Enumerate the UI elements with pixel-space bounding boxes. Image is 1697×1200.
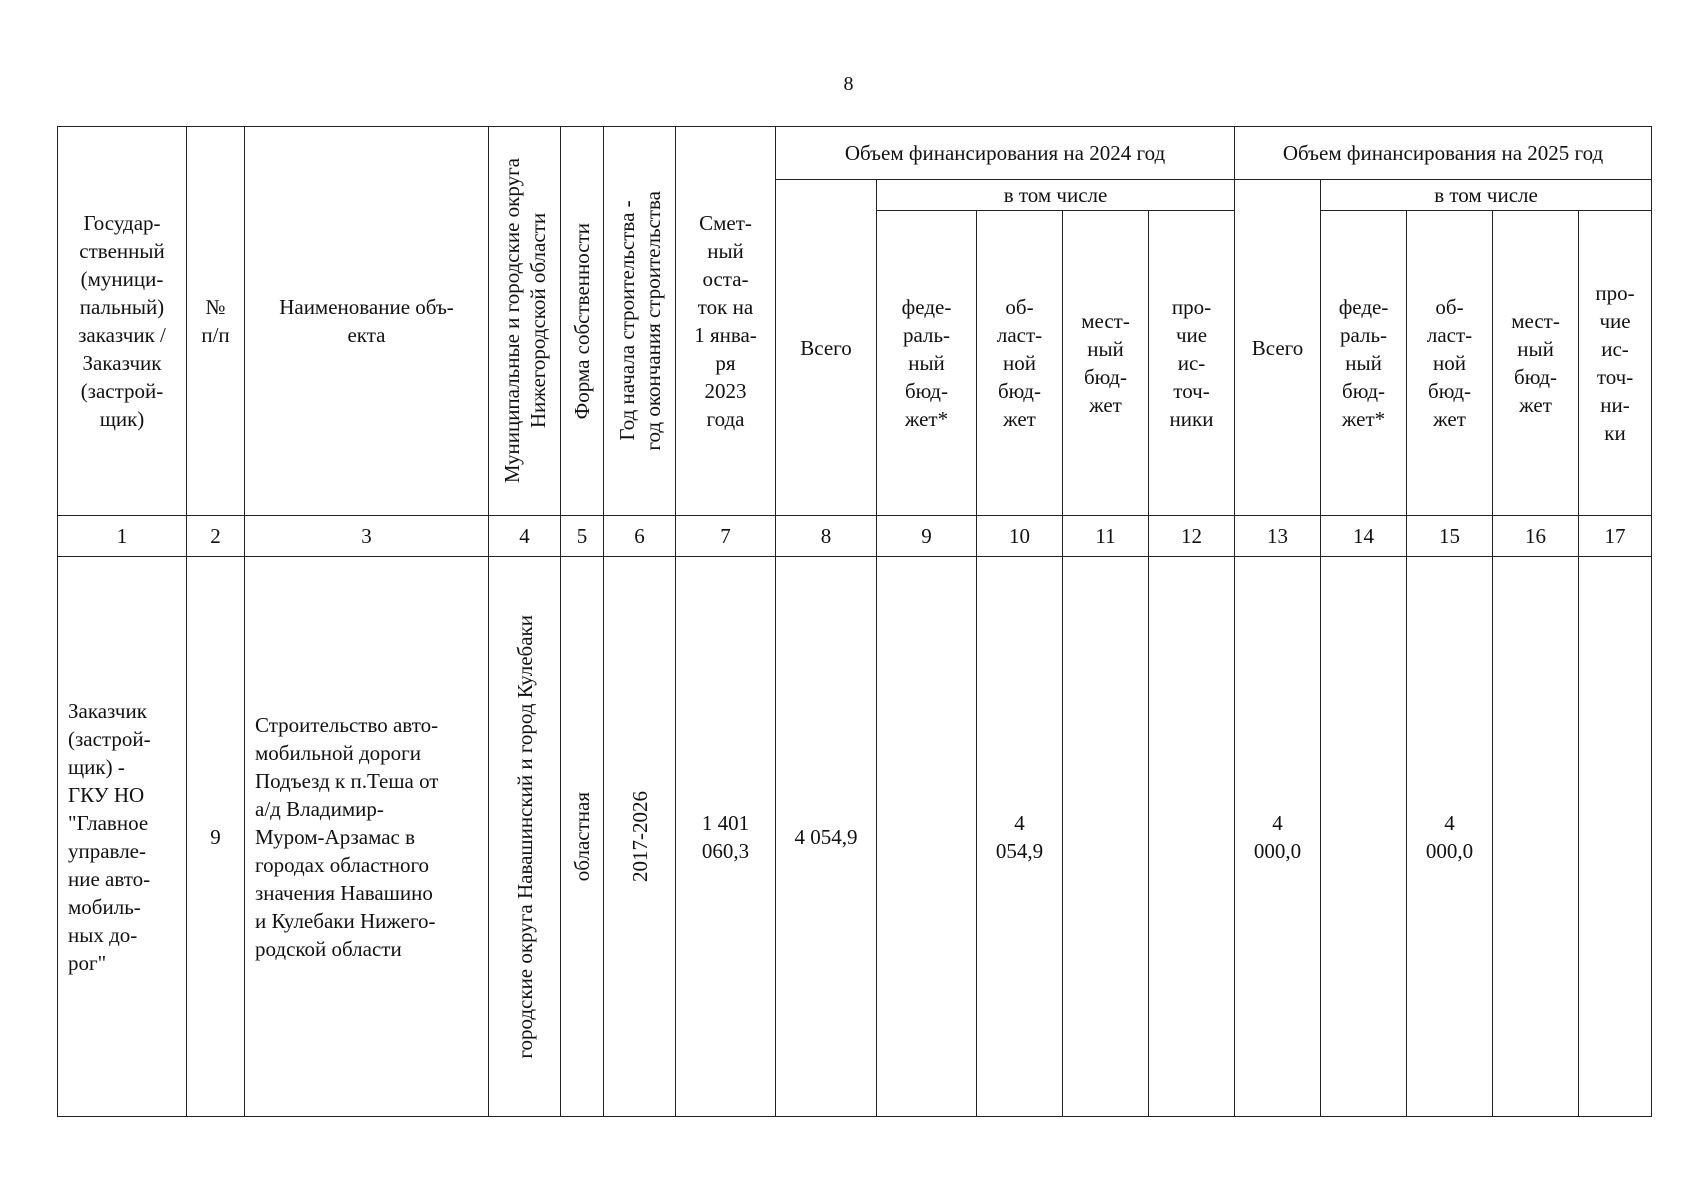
cell-local-2024 bbox=[1063, 557, 1149, 1117]
column-number: 11 bbox=[1063, 516, 1149, 557]
cell-local-2025 bbox=[1493, 557, 1579, 1117]
column-number: 6 bbox=[604, 516, 676, 557]
header-group-2025: Объем финансирования на 2025 год bbox=[1235, 127, 1652, 180]
cell-ownership: областная bbox=[561, 557, 604, 1117]
header-regional-2024: об- ласт- ной бюд- жет bbox=[977, 211, 1063, 516]
cell-object-name: Строительство авто- мобильной дороги Подъезд к п.Теша от а/д Владимир- Муром-Арзамас в городах областного значения Навашино и Кулебаки Нижего- родской области bbox=[245, 557, 489, 1117]
cell-district: городские округа Навашинский и город Кулебаки bbox=[489, 557, 561, 1117]
header-group-2024: Объем финансирования на 2024 год bbox=[776, 127, 1235, 180]
header-customer: Государ- ственный (муници- пальный) заказчик / Заказчик (застрой- щик) bbox=[58, 127, 187, 516]
column-number: 17 bbox=[1579, 516, 1652, 557]
column-number: 12 bbox=[1149, 516, 1235, 557]
header-district: Муниципальные и городские округа Нижегородской области bbox=[489, 127, 561, 516]
cell-total-2025: 4 000,0 bbox=[1235, 557, 1321, 1117]
column-number: 9 bbox=[877, 516, 977, 557]
header-total-2025: Всего bbox=[1235, 180, 1321, 516]
column-number-row bbox=[58, 516, 1652, 557]
column-number: 14 bbox=[1321, 516, 1407, 557]
column-number: 15 bbox=[1407, 516, 1493, 557]
column-number: 8 bbox=[776, 516, 877, 557]
header-row-1 bbox=[58, 127, 1652, 180]
cell-number: 9 bbox=[187, 557, 245, 1117]
cell-estimate-remainder: 1 401 060,3 bbox=[676, 557, 776, 1117]
column-number: 10 bbox=[977, 516, 1063, 557]
column-number: 4 bbox=[489, 516, 561, 557]
header-years: Год начала строительства - год окончания строительства bbox=[604, 127, 676, 516]
column-number: 2 bbox=[187, 516, 245, 557]
header-local-2024: мест- ный бюд- жет bbox=[1063, 211, 1149, 516]
column-number: 1 bbox=[58, 516, 187, 557]
header-object-name: Наименование объ- екта bbox=[245, 127, 489, 516]
header-including-2025: в том числе bbox=[1321, 180, 1652, 211]
header-number: № п/п bbox=[187, 127, 245, 516]
cell-federal-2025 bbox=[1321, 557, 1407, 1117]
cell-federal-2024 bbox=[877, 557, 977, 1117]
cell-total-2024: 4 054,9 bbox=[776, 557, 877, 1117]
column-number: 13 bbox=[1235, 516, 1321, 557]
header-federal-2024: феде- раль- ный бюд- жет* bbox=[877, 211, 977, 516]
cell-other-2024 bbox=[1149, 557, 1235, 1117]
header-including-2024: в том числе bbox=[877, 180, 1235, 211]
column-number: 3 bbox=[245, 516, 489, 557]
page-number: 8 bbox=[843, 73, 854, 95]
header-estimate: Смет- ный оста- ток на 1 янва- ря 2023 года bbox=[676, 127, 776, 516]
cell-regional-2024: 4 054,9 bbox=[977, 557, 1063, 1117]
header-total-2024: Всего bbox=[776, 180, 877, 516]
header-other-2024: про- чие ис- точ- ники bbox=[1149, 211, 1235, 516]
header-regional-2025: об- ласт- ной бюд- жет bbox=[1407, 211, 1493, 516]
column-number: 7 bbox=[676, 516, 776, 557]
header-local-2025: мест- ный бюд- жет bbox=[1493, 211, 1579, 516]
investment-table bbox=[57, 126, 1652, 1117]
cell-customer: Заказчик (застрой- щик) - ГКУ НО "Главное управле- ние авто- мобиль- ных до- рог" bbox=[58, 557, 187, 1117]
cell-regional-2025: 4 000,0 bbox=[1407, 557, 1493, 1117]
header-ownership: Форма собственности bbox=[561, 127, 604, 516]
header-other-2025: про- чие ис- точ- ни- ки bbox=[1579, 211, 1652, 516]
table-row bbox=[58, 557, 1652, 1117]
header-federal-2025: феде- раль- ный бюд- жет* bbox=[1321, 211, 1407, 516]
column-number: 5 bbox=[561, 516, 604, 557]
cell-years: 2017-2026 bbox=[604, 557, 676, 1117]
column-number: 16 bbox=[1493, 516, 1579, 557]
cell-other-2025 bbox=[1579, 557, 1652, 1117]
